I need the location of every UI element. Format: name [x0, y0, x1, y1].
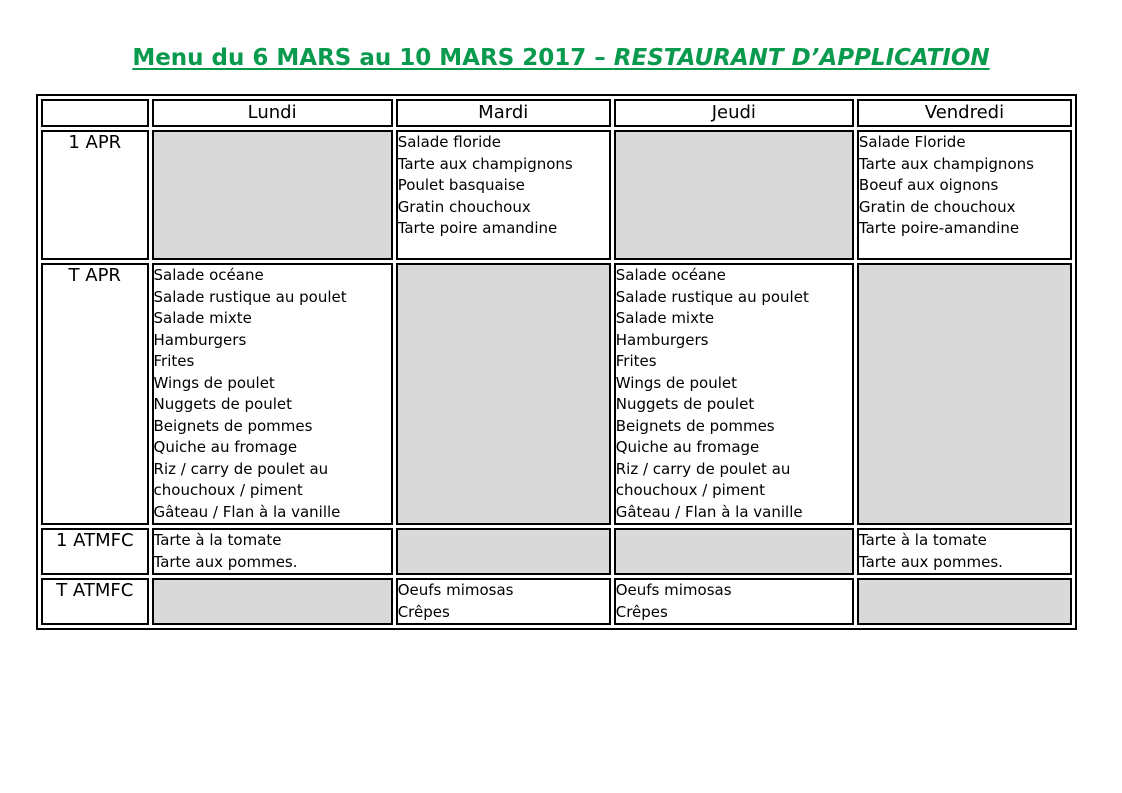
menu-item: Gratin chouchoux [397, 197, 531, 216]
menu-body [41, 130, 1072, 625]
menu-item: Salade rustique au poulet [615, 287, 809, 306]
menu-item: Tarte à la tomate [153, 531, 282, 549]
menu-item: Hamburgers [615, 330, 709, 349]
menu-item: Beignets de pommes [615, 416, 775, 435]
menu-item: Tarte aux pommes. [858, 552, 1003, 571]
menu-cell-lundi [152, 263, 393, 525]
menu-cell-jeudi [614, 528, 854, 575]
title-main: Menu du 6 MARS au 10 MARS 2017 – [132, 45, 614, 71]
menu-item: Riz / carry de poulet au [153, 459, 329, 478]
menu-item: Salade océane [615, 266, 726, 284]
menu-item: Salade mixte [615, 309, 715, 327]
menu-item: Wings de poulet [153, 373, 275, 392]
menu-item: Salade rustique au poulet [153, 287, 347, 306]
menu-item: Wings de poulet [615, 373, 738, 392]
row-label: T APR [41, 263, 149, 525]
menu-cell-vendredi [857, 263, 1072, 525]
menu-item: Frites [153, 352, 195, 370]
menu-item: Tarte à la tomate [858, 531, 987, 549]
menu-cell-lundi [152, 528, 393, 575]
page-title [0, 45, 1122, 71]
menu-row [41, 528, 1072, 575]
title-restaurant: RESTAURANT D’APPLICATION [613, 45, 990, 71]
menu-item: Boeuf aux oignons [858, 176, 999, 194]
menu-row [41, 263, 1072, 525]
day-header-vendredi: Vendredi [857, 99, 1072, 127]
menu-item: Oeufs mimosas [397, 581, 514, 599]
corner-cell [41, 99, 149, 127]
menu-item: Gratin de chouchoux [858, 197, 1016, 216]
menu-item: Tarte poire amandine [397, 219, 558, 237]
menu-cell-mardi [396, 528, 611, 575]
menu-item: Salade Floride [858, 133, 966, 151]
menu-cell-lundi [152, 130, 393, 260]
menu-item: Beignets de pommes [153, 416, 313, 435]
menu-item: Riz / carry de poulet au [615, 459, 791, 478]
menu-item: Tarte aux champignons [858, 154, 1034, 173]
menu-cell-mardi [396, 263, 611, 525]
menu-item: chouchoux / piment [153, 481, 303, 499]
menu-item: Salade mixte [153, 309, 252, 327]
menu-item: Quiche au fromage [153, 438, 298, 456]
row-label: 1 ATMFC [41, 528, 149, 575]
menu-item: Salade floride [397, 133, 501, 151]
menu-cell-vendredi [857, 528, 1072, 575]
menu-cell-jeudi [614, 130, 854, 260]
menu-row [41, 578, 1072, 625]
menu-item: Crêpes [615, 602, 668, 621]
menu-item: Poulet basquaise [397, 176, 525, 194]
menu-table [36, 94, 1077, 630]
menu-cell-jeudi [614, 578, 854, 625]
menu-item: Crêpes [397, 602, 450, 621]
menu-item: Salade océane [153, 266, 264, 284]
menu-cell-mardi [396, 578, 611, 625]
menu-cell-jeudi [614, 263, 854, 525]
menu-cell-vendredi [857, 130, 1072, 260]
menu-item: Tarte poire-amandine [858, 219, 1020, 237]
menu-row [41, 130, 1072, 260]
menu-item: Tarte aux champignons [397, 154, 573, 173]
menu-item: Quiche au fromage [615, 438, 760, 456]
menu-item: Gâteau / Flan à la vanille [615, 502, 803, 521]
header-row [41, 99, 1072, 127]
menu-item: Hamburgers [153, 330, 247, 349]
menu-item: Frites [615, 352, 657, 370]
menu-cell-vendredi [857, 578, 1072, 625]
menu-item: Nuggets de poulet [615, 395, 755, 413]
menu-cell-lundi [152, 578, 393, 625]
day-header-mardi: Mardi [396, 99, 611, 127]
menu-item: chouchoux / piment [615, 481, 765, 499]
row-label: 1 APR [41, 130, 149, 260]
menu-item: Nuggets de poulet [153, 395, 292, 413]
menu-item: Gâteau / Flan à la vanille [153, 502, 341, 521]
day-header-lundi: Lundi [152, 99, 393, 127]
row-label: T ATMFC [41, 578, 149, 625]
menu-cell-mardi [396, 130, 611, 260]
menu-item: Oeufs mimosas [615, 581, 732, 599]
menu-item: Tarte aux pommes. [153, 552, 298, 571]
day-header-jeudi: Jeudi [614, 99, 854, 127]
